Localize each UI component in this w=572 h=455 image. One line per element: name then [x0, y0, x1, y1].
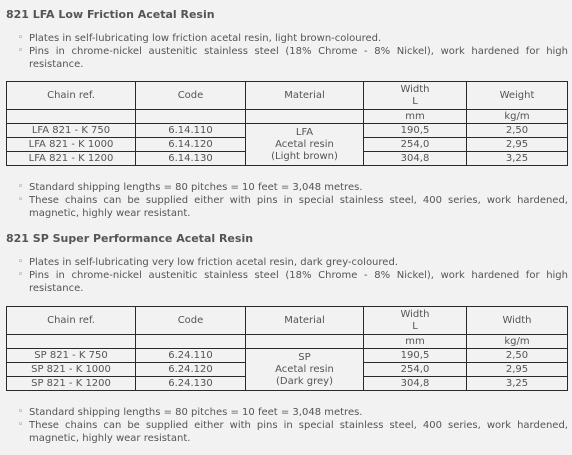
unit-weight: kg/m — [467, 335, 568, 349]
header-chain-ref: Chain ref. — [7, 307, 136, 335]
cell-code: 6.14.120 — [136, 138, 246, 152]
cell-width: 190,5 — [364, 124, 467, 138]
cell-weight: 2,50 — [467, 124, 568, 138]
header-chain-ref: Chain ref. — [7, 82, 136, 110]
unit-weight: kg/m — [467, 110, 568, 124]
table-header-row — [7, 307, 568, 335]
sp-note-shipping: ◦ Standard shipping lengths = 80 pitches = 10 feet = 3,048 metres. — [18, 406, 568, 419]
table-unit-row — [7, 335, 568, 349]
cell-chain-ref: LFA 821 - K 1200 — [7, 152, 136, 166]
cell-code: 6.14.130 — [136, 152, 246, 166]
section-title-sp: 821 SP Super Performance Acetal Resin — [6, 232, 254, 245]
cell-width: 190,5 — [364, 349, 467, 363]
material-line: SP — [298, 351, 311, 363]
cell-chain-ref: LFA 821 - K 750 — [7, 124, 136, 138]
header-width-label: Width — [400, 83, 430, 95]
cell-weight: 2,95 — [467, 363, 568, 377]
cell-code: 6.24.130 — [136, 377, 246, 391]
sp-note-pins-option: ◦ These chains can be supplied either with pins in special stainless steel, 400 series, work hardened, magnetic, highly wear resistant. — [18, 419, 568, 445]
lfa-bullet-plates: ◦ Plates in self-lubricating low friction acetal resin, light brown-coloured. — [18, 32, 568, 45]
material-line: (Dark grey) — [275, 375, 334, 387]
sp-bullet-pins: ◦ Pins in chrome-nickel austenitic stainless steel (18% Chrome - 8% Nickel), work hardened for high resistance. — [18, 269, 568, 295]
sp-notes-list — [18, 406, 568, 445]
header-width-sub: L — [412, 95, 418, 107]
header-width — [364, 307, 467, 335]
cell-weight: 2,95 — [467, 138, 568, 152]
cell-width: 254,0 — [364, 363, 467, 377]
cell-chain-ref: SP 821 - K 1000 — [7, 363, 136, 377]
cell-code: 6.14.110 — [136, 124, 246, 138]
cell-weight: 3,25 — [467, 377, 568, 391]
header-width-label: Width — [400, 308, 430, 320]
unit-width: mm — [364, 110, 467, 124]
unit-width: mm — [364, 335, 467, 349]
lfa-bullet-list — [18, 32, 568, 71]
lfa-note-shipping: ◦ Standard shipping lengths = 80 pitches = 10 feet = 3,048 metres. — [18, 181, 568, 194]
cell-chain-ref: LFA 821 - K 1000 — [7, 138, 136, 152]
material-line: (Light brown) — [271, 150, 338, 162]
lfa-notes-list — [18, 181, 568, 220]
material-line: LFA — [295, 126, 314, 138]
cell-width: 304,8 — [364, 152, 467, 166]
table-row — [7, 124, 568, 138]
cell-width: 254,0 — [364, 138, 467, 152]
cell-weight: 2,50 — [467, 349, 568, 363]
table-header-row — [7, 82, 568, 110]
material-line: Acetal resin — [275, 138, 334, 150]
cell-chain-ref: SP 821 - K 750 — [7, 349, 136, 363]
header-last: Width — [467, 307, 568, 335]
cell-chain-ref: SP 821 - K 1200 — [7, 377, 136, 391]
table-unit-row — [7, 110, 568, 124]
cell-material — [246, 124, 364, 166]
lfa-spec-table — [6, 81, 568, 166]
cell-material — [246, 349, 364, 391]
header-code: Code — [136, 307, 246, 335]
cell-width: 304,8 — [364, 377, 467, 391]
header-material: Material — [246, 307, 364, 335]
sp-spec-table — [6, 306, 568, 391]
sp-bullet-plates: ◦ Plates in self-lubricating very low friction acetal resin, dark grey-coloured. — [18, 256, 568, 269]
cell-code: 6.24.110 — [136, 349, 246, 363]
section-title-lfa: 821 LFA Low Friction Acetal Resin — [6, 8, 215, 21]
table-row — [7, 349, 568, 363]
lfa-note-pins-option: ◦ These chains can be supplied either with pins in special stainless steel, 400 series, work hardened, magnetic, highly wear resistant. — [18, 194, 568, 220]
header-width-sub: L — [412, 320, 418, 332]
material-line: Acetal resin — [275, 363, 334, 375]
lfa-bullet-pins: ◦ Pins in chrome-nickel austenitic stainless steel (18% Chrome - 8% Nickel), work hardened for high resistance. — [18, 45, 568, 71]
cell-weight: 3,25 — [467, 152, 568, 166]
header-width — [364, 82, 467, 110]
header-material: Material — [246, 82, 364, 110]
header-code: Code — [136, 82, 246, 110]
header-weight: Weight — [467, 82, 568, 110]
sp-bullet-list — [18, 256, 568, 295]
cell-code: 6.24.120 — [136, 363, 246, 377]
